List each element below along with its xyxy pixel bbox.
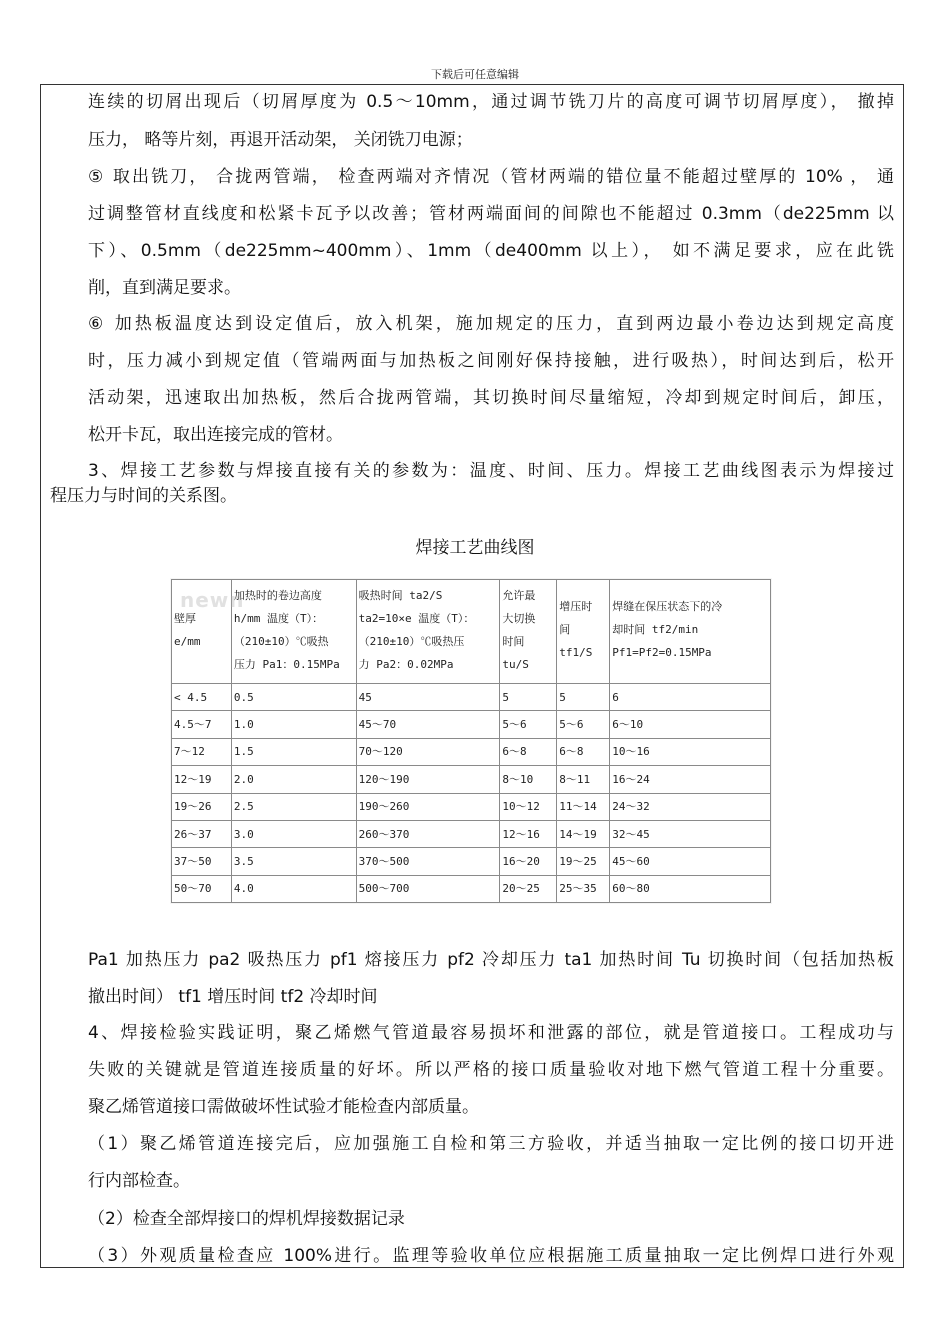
table-cell: 45～60 xyxy=(610,848,771,875)
paragraph-line: 压力， 略等片刻，再退开活动架， 关闭铣刀电源； xyxy=(88,130,473,150)
process-table xyxy=(171,579,771,903)
section-4-line: （2）检查全部焊接口的焊机焊接数据记录 xyxy=(88,1209,405,1229)
table-cell: 5～6 xyxy=(500,711,557,738)
table-cell: 6～10 xyxy=(610,711,771,738)
table-cell: 19～26 xyxy=(172,793,232,820)
process-table-image xyxy=(170,578,772,904)
table-cell: 3.5 xyxy=(231,848,356,875)
table-cell: 26～37 xyxy=(172,820,232,847)
section-4-line: 4、焊接检验实践证明，聚乙烯燃气管道最容易损坏和泄露的部位，就是管道接口。工程成功与 xyxy=(88,1023,894,1043)
table-cell: 190～260 xyxy=(356,793,500,820)
table-cell: < 4.5 xyxy=(172,684,232,711)
section-4-line: 失败的关键就是管道连接质量的好坏。所以严格的接口质量验收对地下燃气管道工程十分重要。 xyxy=(88,1060,894,1080)
header-changeover-time: 允许最 大切换 时间 tu/S xyxy=(500,580,557,684)
paragraph-line: 削，直到满足要求。 xyxy=(88,278,241,298)
table-header-row xyxy=(172,580,771,684)
table-cell: 4.5～7 xyxy=(172,711,232,738)
paragraph-line: 下）、0.5mm（de225mm~400mm）、1mm（de400mm 以上）， 如不满足要求，应在此铣 xyxy=(88,241,894,261)
table-row xyxy=(172,684,771,711)
legend-line: Pa1 加热压力 pa2 吸热压力 pf1 熔接压力 pf2 冷却压力 ta1 加热时间 Tu 切换时间（包括加热板 xyxy=(88,950,894,970)
table-cell: 5 xyxy=(557,684,610,711)
table-cell: 20～25 xyxy=(500,875,557,902)
header-note: 下载后可任意编辑 xyxy=(431,68,519,81)
header-bead-height: 加热时的卷边高度 h/mm 温度（T）： （210±10）℃吸热 压力 Pa1：0.15MPa xyxy=(231,580,356,684)
paragraph-line: 过调整管材直线度和松紧卡瓦予以改善；管材两端面间的间隙也不能超过 0.3mm（de225mm 以 xyxy=(88,204,894,224)
table-cell: 370～500 xyxy=(356,848,500,875)
paragraph-line: ⑤ 取出铣刀， 合拢两管端， 检查两端对齐情况（管材两端的错位量不能超过壁厚的 10% ， 通 xyxy=(88,167,894,187)
table-cell: 8～10 xyxy=(500,766,557,793)
header-cooling-time: 焊缝在保压状态下的冷 却时间 tf2/min Pf1=Pf2=0.15MPa xyxy=(610,580,771,684)
paragraph-line: 时，压力减小到规定值（管端两面与加热板之间刚好保持接触，进行吸热），时间达到后，松开 xyxy=(88,351,894,371)
figure-title: 焊接工艺曲线图 xyxy=(415,538,535,558)
paragraph-line: 连续的切屑出现后（切屑厚度为 0.5～10mm，通过调节铣刀片的高度可调节切屑厚度）， 撤掉 xyxy=(88,92,894,112)
table-cell: 500～700 xyxy=(356,875,500,902)
section-4-line: （1）聚乙烯管道连接完后，应加强施工自检和第三方验收，并适当抽取一定比例的接口切开进 xyxy=(88,1134,894,1154)
section-4-line: （3）外观质量检查应 100%进行。监理等验收单位应根据施工质量抽取一定比例焊口进行外观 xyxy=(88,1246,894,1266)
table-cell: 16～24 xyxy=(610,766,771,793)
table-cell: 120～190 xyxy=(356,766,500,793)
table-cell: 45 xyxy=(356,684,500,711)
table-row xyxy=(172,711,771,738)
table-cell: 16～20 xyxy=(500,848,557,875)
table-cell: 5 xyxy=(500,684,557,711)
table-cell: 6～8 xyxy=(557,738,610,765)
section-4-line: 聚乙烯管道接口需做破坏性试验才能检查内部质量。 xyxy=(88,1097,479,1117)
header-pressure-buildup-time: 增压时 间 tf1/S xyxy=(557,580,610,684)
table-cell: 8～11 xyxy=(557,766,610,793)
table-cell: 25～35 xyxy=(557,875,610,902)
table-cell: 50～70 xyxy=(172,875,232,902)
table-cell: 1.5 xyxy=(231,738,356,765)
table-cell: 14～19 xyxy=(557,820,610,847)
table-cell: 19～25 xyxy=(557,848,610,875)
table-cell: 2.5 xyxy=(231,793,356,820)
paragraph-line: ⑥ 加热板温度达到设定值后，放入机架，施加规定的压力，直到两边最小卷边达到规定高度 xyxy=(88,314,894,334)
table-cell: 24～32 xyxy=(610,793,771,820)
image-watermark: newn xyxy=(180,588,245,612)
legend-line: 撤出时间） tf1 增压时间 tf2 冷却时间 xyxy=(88,987,378,1007)
table-cell: 10～12 xyxy=(500,793,557,820)
table-cell: 6 xyxy=(610,684,771,711)
table-cell: 10～16 xyxy=(610,738,771,765)
table-row xyxy=(172,738,771,765)
table-cell: 37～50 xyxy=(172,848,232,875)
section-3-line: 3、焊接工艺参数与焊接直接有关的参数为：温度、时间、压力。焊接工艺曲线图表示为焊接过 xyxy=(88,461,894,481)
table-cell: 2.0 xyxy=(231,766,356,793)
table-cell: 3.0 xyxy=(231,820,356,847)
table-cell: 32～45 xyxy=(610,820,771,847)
table-cell: 4.0 xyxy=(231,875,356,902)
table-cell: 6～8 xyxy=(500,738,557,765)
table-cell: 45～70 xyxy=(356,711,500,738)
table-cell: 1.0 xyxy=(231,711,356,738)
table-row xyxy=(172,820,771,847)
section-4-line: 行内部检查。 xyxy=(88,1171,190,1191)
table-cell: 11～14 xyxy=(557,793,610,820)
table-cell: 0.5 xyxy=(231,684,356,711)
header-heat-soak-time: 吸热时间 ta2/S ta2=10×e 温度（T）： （210±10）℃吸热压 力 Pa2：0.02MPa xyxy=(356,580,500,684)
table-cell: 70～120 xyxy=(356,738,500,765)
table-cell: 5～6 xyxy=(557,711,610,738)
table-row xyxy=(172,766,771,793)
paragraph-line: 松开卡瓦，取出连接完成的管材。 xyxy=(88,425,343,445)
table-row xyxy=(172,875,771,902)
table-cell: 7～12 xyxy=(172,738,232,765)
table-cell: 260～370 xyxy=(356,820,500,847)
header-wall-thickness: 壁厚 e/mm xyxy=(172,580,232,684)
paragraph-line: 活动架，迅速取出加热板，然后合拢两管端，其切换时间尽量缩短，冷却到规定时间后，卸压， xyxy=(88,388,894,408)
table-cell: 60～80 xyxy=(610,875,771,902)
table-cell: 12～16 xyxy=(500,820,557,847)
table-row xyxy=(172,793,771,820)
table-row xyxy=(172,848,771,875)
table-cell: 12～19 xyxy=(172,766,232,793)
section-3-line: 程压力与时间的关系图。 xyxy=(50,486,237,506)
